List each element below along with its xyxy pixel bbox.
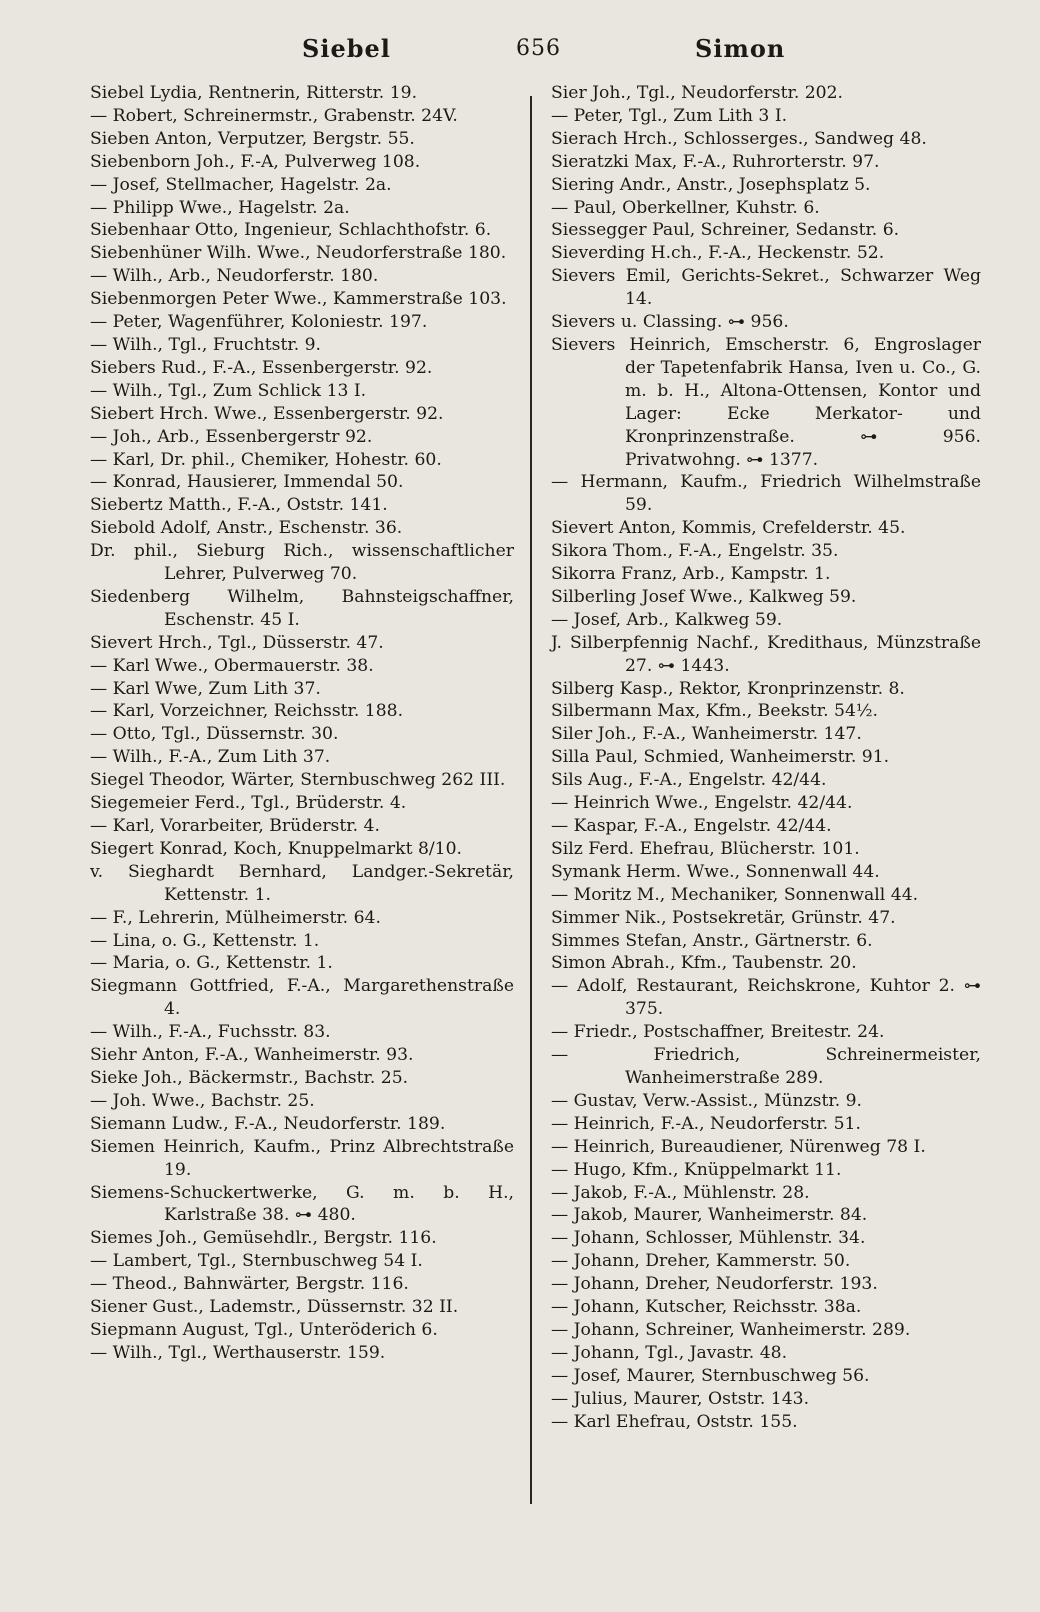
entry-text: — Karl, Vorzeichner, Reichsstr. 188. <box>90 701 404 722</box>
directory-entry <box>90 357 514 380</box>
directory-entry <box>551 609 981 632</box>
entry-text: Silbermann Max, Kfm., Beekstr. 54½. <box>551 701 879 722</box>
entry-text: — Johann, Tgl., Javastr. 48. <box>551 1342 788 1363</box>
page-header <box>0 34 1040 74</box>
entry-text: J. Silberpfennig Nachf., Kredithaus, Münzstraße 27. <box>551 632 981 676</box>
entry-text: Dr. phil., Sieburg Rich., wissenschaftlicher Lehrer, Pulverweg 70. <box>90 541 514 585</box>
directory-entry <box>551 1342 981 1365</box>
directory-entry <box>551 1319 981 1342</box>
entry-text: — Johann, Kutscher, Reichsstr. 38a. <box>551 1297 862 1318</box>
directory-entry <box>90 494 514 517</box>
entry-text: Siemann Ludw., F.-A., Neudorferstr. 189. <box>90 1113 446 1134</box>
directory-entry <box>90 242 514 265</box>
directory-entry <box>551 1250 981 1273</box>
directory-entry <box>90 82 514 105</box>
entry-text: Sievers u. Classing. <box>551 312 723 333</box>
entry-text: — Karl Wwe, Zum Lith 37. <box>90 678 321 699</box>
directory-entry <box>90 219 514 242</box>
directory-entry <box>90 700 514 723</box>
directory-entry <box>90 838 514 861</box>
directory-entry <box>551 769 981 792</box>
entry-text: Sikorra Franz, Arb., Kampstr. 1. <box>551 564 831 585</box>
directory-entry <box>90 792 514 815</box>
directory-entry <box>551 219 981 242</box>
entry-text: — Otto, Tgl., Düssernstr. 30. <box>90 724 339 745</box>
entry-text: — Wilh., F.-A., Zum Lith 37. <box>90 747 331 768</box>
directory-entry <box>90 1227 514 1250</box>
entry-text: Sievert Anton, Kommis, Crefelderstr. 45. <box>551 518 906 539</box>
directory-entry <box>551 128 981 151</box>
directory-entry <box>551 151 981 174</box>
directory-entry <box>90 861 514 907</box>
entry-text: Silberling Josef Wwe., Kalkweg 59. <box>551 586 857 607</box>
entry-text: — Theod., Bahnwärter, Bergstr. 116. <box>90 1274 409 1295</box>
directory-entry <box>551 265 981 311</box>
directory-entry <box>90 197 514 220</box>
directory-entry <box>551 540 981 563</box>
phone-number: 480. <box>317 1205 356 1226</box>
directory-entry <box>551 1204 981 1227</box>
entry-text: Simmes Stefan, Anstr., Gärtnerstr. 6. <box>551 930 873 951</box>
directory-entry <box>551 586 981 609</box>
entry-text: — Philipp Wwe., Hagelstr. 2a. <box>90 197 350 218</box>
entry-text: Sieratzki Max, F.-A., Ruhrorterstr. 97. <box>551 151 880 172</box>
entry-text: — Paul, Oberkellner, Kuhstr. 6. <box>551 197 820 218</box>
directory-entry <box>90 540 514 586</box>
directory-entry <box>90 128 514 151</box>
directory-entry <box>90 746 514 769</box>
directory-entry <box>551 82 981 105</box>
entry-text: — Friedrich, Schreinermeister, Wanheimerstraße 289. <box>551 1045 981 1088</box>
directory-entry <box>551 1044 981 1090</box>
directory-entry <box>551 471 981 517</box>
directory-entry <box>551 678 981 701</box>
directory-entry <box>90 723 514 746</box>
entry-text: Sierach Hrch., Schlosserges., Sandweg 48. <box>551 128 927 149</box>
entry-text: Siler Joh., F.-A., Wanheimerstr. 147. <box>551 724 862 745</box>
entry-text: Siener Gust., Lademstr., Düssernstr. 32 II. <box>90 1297 459 1318</box>
entry-text: — Joh. Wwe., Bachstr. 25. <box>90 1090 315 1111</box>
entry-text: — Wilh., Arb., Neudorferstr. 180. <box>90 266 379 287</box>
entry-text: — Josef, Arb., Kalkweg 59. <box>551 609 783 630</box>
entry-text: Sievers Emil, Gerichts-Sekret., Schwarzer Weg 14. <box>551 266 981 310</box>
entry-text: v. Sieghardt Bernhard, Landger.-Sekretär, Kettenstr. 1. <box>90 861 514 905</box>
directory-entry <box>90 1067 514 1090</box>
header-right-keyword: Simon <box>695 34 786 63</box>
directory-entry <box>551 174 981 197</box>
entry-text: — Julius, Maurer, Oststr. 143. <box>551 1388 810 1409</box>
entry-text: Siebert Hrch. Wwe., Essenbergerstr. 92. <box>90 403 444 424</box>
entry-text: Siebenhüner Wilh. Wwe., Neudorferstraße 180. <box>90 243 507 264</box>
entry-text: — Joh., Arb., Essenbergerstr 92. <box>90 426 373 447</box>
directory-entry <box>551 723 981 746</box>
phone-number: 956. Privatwohng. <box>625 426 981 470</box>
directory-entry <box>551 563 981 586</box>
directory-entry <box>551 1182 981 1205</box>
entry-text: Silz Ferd. Ehefrau, Blücherstr. 101. <box>551 838 860 859</box>
entry-text: Simmer Nik., Postsekretär, Grünstr. 47. <box>551 907 896 928</box>
entry-text: — Heinrich, F.-A., Neudorferstr. 51. <box>551 1113 861 1134</box>
directory-entry <box>90 930 514 953</box>
entry-text: Siemes Joh., Gemüsehdlr., Bergstr. 116. <box>90 1228 437 1249</box>
entry-text: — Johann, Dreher, Kammerstr. 50. <box>551 1251 851 1272</box>
entry-text: Simon Abrah., Kfm., Taubenstr. 20. <box>551 953 857 974</box>
left-column <box>90 82 514 1365</box>
directory-entry <box>90 632 514 655</box>
directory-entry <box>551 1388 981 1411</box>
entry-text: Siebertz Matth., F.-A., Oststr. 141. <box>90 495 388 516</box>
phone-icon: ⊶ <box>963 976 981 997</box>
entry-text: — Karl, Vorarbeiter, Brüderstr. 4. <box>90 816 380 836</box>
entry-text: — Moritz M., Mechaniker, Sonnenwall 44. <box>551 884 919 905</box>
entry-text: — Hermann, Kaufm., Friedrich Wilhelmstraße 59. <box>551 472 981 516</box>
directory-entry <box>551 746 981 769</box>
directory-entry <box>90 975 514 1021</box>
phone-icon: ⊶ <box>294 1205 313 1226</box>
directory-entry <box>551 1296 981 1319</box>
phone-icon: ⊶ <box>746 449 764 470</box>
directory-entry <box>90 265 514 288</box>
directory-entry <box>90 1250 514 1273</box>
phone-number: 1443. <box>680 655 730 676</box>
directory-entry <box>551 1411 981 1434</box>
entry-text: Sieke Joh., Bäckermstr., Bachstr. 25. <box>90 1067 409 1088</box>
entry-text: Siepmann August, Tgl., Unteröderich 6. <box>90 1319 438 1340</box>
directory-entry <box>551 792 981 815</box>
directory-entry <box>551 1273 981 1296</box>
entry-text: Siemens-Schuckertwerke, G. m. b. H., Karlstraße 38. <box>90 1182 514 1226</box>
entry-text: Siebenmorgen Peter Wwe., Kammerstraße 103. <box>90 289 507 310</box>
directory-entry <box>551 700 981 723</box>
entry-text: — Wilh., F.-A., Fuchsstr. 83. <box>90 1022 331 1043</box>
entry-text: Sievert Hrch., Tgl., Düsserstr. 47. <box>90 632 384 653</box>
directory-entry <box>90 1021 514 1044</box>
directory-entry <box>90 1113 514 1136</box>
directory-entry <box>551 1113 981 1136</box>
entry-text: — Wilh., Tgl., Werthauserstr. 159. <box>90 1342 386 1363</box>
directory-entry <box>551 907 981 930</box>
phone-number: 956. <box>750 312 789 333</box>
right-column <box>551 82 981 1433</box>
directory-entry <box>551 975 981 1021</box>
entry-text: Siebold Adolf, Anstr., Eschenstr. 36. <box>90 518 403 539</box>
directory-entry <box>551 861 981 884</box>
directory-entry <box>551 1021 981 1044</box>
entry-text: — Wilh., Tgl., Zum Schlick 13 I. <box>90 380 367 401</box>
directory-entry <box>90 517 514 540</box>
entry-text: — Adolf, Restaurant, Reichskrone, Kuhtor 2. <box>551 976 955 997</box>
phone-icon: ⊶ <box>727 312 746 333</box>
entry-text: — Gustav, Verw.-Assist., Münzstr. 9. <box>551 1090 863 1111</box>
entry-text: Siering Andr., Anstr., Josephsplatz 5. <box>551 174 871 195</box>
entry-text: — Heinrich, Bureaudiener, Nürenweg 78 I. <box>551 1136 926 1157</box>
directory-entry <box>551 242 981 265</box>
directory-entry <box>90 334 514 357</box>
directory-entry <box>90 1273 514 1296</box>
phone-icon: ⊶ <box>860 426 878 447</box>
entry-text: — Friedr., Postschaffner, Breitestr. 24. <box>551 1022 885 1043</box>
entry-text: — Karl, Dr. phil., Chemiker, Hohestr. 60. <box>90 449 442 470</box>
directory-entry <box>90 1319 514 1342</box>
directory-entry <box>90 471 514 494</box>
entry-text: — Kaspar, F.-A., Engelstr. 42/44. <box>551 816 832 836</box>
entry-text: — Johann, Schreiner, Wanheimerstr. 289. <box>551 1319 911 1340</box>
entry-text: — Peter, Tgl., Zum Lith 3 I. <box>551 105 788 126</box>
entry-text: Sier Joh., Tgl., Neudorferstr. 202. <box>551 83 844 103</box>
directory-entry <box>551 1159 981 1182</box>
entry-text: — Heinrich Wwe., Engelstr. 42/44. <box>551 793 853 814</box>
directory-entry <box>551 884 981 907</box>
entry-text: — Johann, Schlosser, Mühlenstr. 34. <box>551 1228 866 1249</box>
directory-entry <box>551 632 981 678</box>
directory-entry <box>551 1365 981 1388</box>
directory-entry <box>551 815 981 838</box>
directory-entry <box>551 1090 981 1113</box>
entry-text: — Lambert, Tgl., Sternbuschweg 54 I. <box>90 1251 423 1272</box>
phone-icon: ⊶ <box>657 655 675 676</box>
column-divider <box>530 96 532 1504</box>
entry-text: — Jakob, Maurer, Wanheimerstr. 84. <box>551 1205 868 1226</box>
entry-text: Siegmann Gottfried, F.-A., Margarethenstraße 4. <box>90 976 514 1020</box>
entry-text: — Robert, Schreinermstr., Grabenstr. 24V. <box>90 105 458 126</box>
entry-text: Siessegger Paul, Schreiner, Sedanstr. 6. <box>551 220 900 241</box>
entry-text: — Maria, o. G., Kettenstr. 1. <box>90 953 333 974</box>
directory-entry <box>551 1136 981 1159</box>
directory-entry <box>90 1296 514 1319</box>
directory-entry <box>90 105 514 128</box>
directory-entry <box>90 174 514 197</box>
phone-number: 1377. <box>768 449 819 470</box>
entry-text: Siehr Anton, F.-A., Wanheimerstr. 93. <box>90 1045 414 1066</box>
entry-text: Siebenborn Joh., F.-A, Pulverweg 108. <box>90 151 421 172</box>
entry-text: Siedenberg Wilhelm, Bahnsteigschaffner, Eschenstr. 45 I. <box>90 586 514 630</box>
page-number: 656 <box>516 36 561 61</box>
entry-text: — Karl Ehefrau, Oststr. 155. <box>551 1411 798 1432</box>
entry-text: — Wilh., Tgl., Fruchtstr. 9. <box>90 334 322 355</box>
entry-text: Siegel Theodor, Wärter, Sternbuschweg 262 III. <box>90 770 506 791</box>
entry-text: — Josef, Maurer, Sternbuschweg 56. <box>551 1365 870 1386</box>
directory-entry <box>90 1090 514 1113</box>
directory-entry <box>90 403 514 426</box>
directory-entry <box>90 426 514 449</box>
directory-entry <box>90 1044 514 1067</box>
entry-text: Siemen Heinrich, Kaufm., Prinz Albrechtstraße 19. <box>90 1136 514 1180</box>
directory-entry <box>90 655 514 678</box>
directory-entry <box>551 197 981 220</box>
header-left-keyword: Siebel <box>302 34 391 63</box>
entry-text: — Jakob, F.-A., Mühlenstr. 28. <box>551 1182 810 1203</box>
entry-text: Siegemeier Ferd., Tgl., Brüderstr. 4. <box>90 793 407 814</box>
entry-text: — Josef, Stellmacher, Hagelstr. 2a. <box>90 174 392 195</box>
directory-entry <box>551 105 981 128</box>
entry-text: — Karl Wwe., Obermauerstr. 38. <box>90 655 374 676</box>
entry-text: Sils Aug., F.-A., Engelstr. 42/44. <box>551 770 827 791</box>
directory-entry <box>90 311 514 334</box>
directory-entry <box>90 907 514 930</box>
directory-entry <box>551 311 981 334</box>
entry-text: Sievers Heinrich, Emscherstr. 6, Engroslager der Tapetenfabrik Hansa, Iven u. Co., G. m. b. H., Altona-Ottensen, Kontor und Lager: Ecke Merkator- und Kronprinzenstraße. <box>551 334 981 447</box>
directory-entry <box>551 952 981 975</box>
directory-entry <box>551 334 981 471</box>
phone-number: 375. <box>625 999 664 1020</box>
directory-entry <box>90 1182 514 1228</box>
directory-entry <box>90 815 514 838</box>
directory-entry <box>90 449 514 472</box>
entry-text: — Konrad, Hausierer, Immendal 50. <box>90 472 404 493</box>
directory-entry <box>90 288 514 311</box>
entry-text: Silla Paul, Schmied, Wanheimerstr. 91. <box>551 747 890 768</box>
entry-text: Symank Herm. Wwe., Sonnenwall 44. <box>551 861 880 882</box>
directory-entry <box>90 151 514 174</box>
entry-text: Silberg Kasp., Rektor, Kronprinzenstr. 8. <box>551 678 905 699</box>
entry-text: Siebel Lydia, Rentnerin, Ritterstr. 19. <box>90 83 418 103</box>
entry-text: — Peter, Wagenführer, Koloniestr. 197. <box>90 312 428 333</box>
directory-entry <box>90 952 514 975</box>
entry-text: Sieverding H.ch., F.-A., Heckenstr. 52. <box>551 243 885 264</box>
directory-entry <box>90 586 514 632</box>
entry-text: Sikora Thom., F.-A., Engelstr. 35. <box>551 541 839 562</box>
directory-entry <box>551 838 981 861</box>
directory-entry <box>90 1136 514 1182</box>
entry-text: — F., Lehrerin, Mülheimerstr. 64. <box>90 907 381 928</box>
directory-entry <box>90 678 514 701</box>
directory-entry <box>90 769 514 792</box>
entry-text: Sieben Anton, Verputzer, Bergstr. 55. <box>90 128 415 149</box>
directory-entry <box>90 380 514 403</box>
entry-text: — Johann, Dreher, Neudorferstr. 193. <box>551 1274 878 1295</box>
entry-text: Siebenhaar Otto, Ingenieur, Schlachthofstr. 6. <box>90 220 492 241</box>
entry-text: — Lina, o. G., Kettenstr. 1. <box>90 930 320 951</box>
entry-text: — Hugo, Kfm., Knüppelmarkt 11. <box>551 1159 842 1180</box>
entry-text: Siegert Konrad, Koch, Knuppelmarkt 8/10. <box>90 838 462 859</box>
directory-entry <box>551 930 981 953</box>
directory-entry <box>90 1342 514 1365</box>
entry-text: Siebers Rud., F.-A., Essenbergerstr. 92. <box>90 357 433 378</box>
directory-entry <box>551 517 981 540</box>
directory-entry <box>551 1227 981 1250</box>
